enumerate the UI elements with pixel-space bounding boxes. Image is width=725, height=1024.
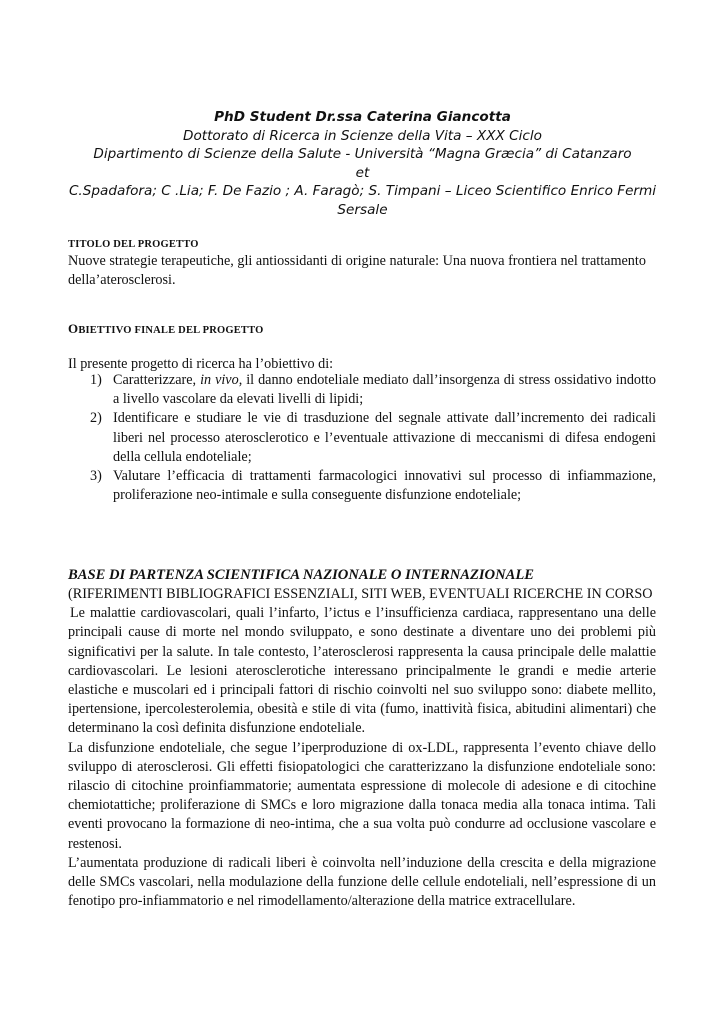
paragraph-1: Le malattie cardiovascolari, quali l’infarto, l’ictus e l’insufficienza cardiaca, rappresentano una delle principali cause di morte nel mondo sviluppato, e sono destinate a diventare uno dei problemi più significativi per la salute. In tale contesto, l’aterosclerosi rappresenta la causa principale delle malattie cardiovascolari. Le lesioni aterosclerotiche interessano principalmente le grandi e medie arterie elastiche e muscolari ed i principali fattori di rischio coinvolti nel suo sviluppo sono: diabete mellito, ipertensione, ipercolesterolemia, obesità e stile di vita (fumo, inattività fisica, abitudini alimentari) che determinano la così definita disfunzione endoteliale. (68, 605, 656, 737)
list-text: Identificare e studiare le vie di trasduzione del segnale attivate dall’incremento dei radicali liberi nel processo aterosclerotico e l’eventuale attivazione di meccanismi di difesa endogeni della cellula endoteliale; (113, 410, 656, 465)
base-section-title: BASE DI PARTENZA SCIENTIFICA NAZIONALE O INTERNAZIONALE (68, 567, 535, 583)
document-header (60, 108, 665, 220)
collaborators-line-2: Sersale (337, 201, 388, 218)
department-line: Dipartimento di Scienze della Salute - Università “Magna Græcia” di Catanzaro (93, 146, 632, 163)
obiettivo-intro: Il presente progetto di ricerca ha l’obiettivo di: (68, 356, 334, 372)
collaborators-line: C.Spadafora; C .Lia; F. De Fazio ; A. Faragò; S. Timpani – Liceo Scientifico Enrico Fermi (68, 183, 657, 200)
paragraph-2: La disfunzione endoteliale, che segue l’iperproduzione di ox-LDL, rappresenta l’evento chiave dello sviluppo di aterosclerosi. Gli effetti fisiopatologici che caratterizzano la disfunzione endoteliale sono: rilascio di citochine proinfiammatorie; aumentata espressione di molecole di adesione e di citochine chemiotattiche; proliferazione di SMCs e loro migrazione dalla tonaca media alla tonaca intima. Tali eventi provocano la formazione di neo-intima, che a sua volta può condurre ad occlusione vascolare e restenosi. (68, 739, 656, 852)
list-text-pre: Caratterizzare, (113, 372, 201, 388)
obiettivo-heading-rest: BIETTIVO FINALE DEL PROGETTO (78, 325, 264, 336)
paragraph-3: L’aumentata produzione di radicali liberi è coinvolta nell’induzione della crescita e della migrazione delle SMCs vascolari, nella modulazione della funzione delle cellule endoteliali, nell’espressione di un fenotipo pro-infiammatorio e nel rimodellamento/alterazione della matrice extracellulare. (68, 854, 656, 910)
author-title: PhD Student Dr.ssa Caterina Giancotta (214, 109, 511, 125)
titolo-heading: TITOLO DEL PROGETTO (68, 239, 199, 250)
list-item (68, 371, 656, 409)
list-text-italic: in vivo (200, 372, 239, 388)
doctorate-line: Dottorato di Ricerca in Scienze della Vita – XXX Ciclo (182, 127, 542, 144)
list-text: Valutare l’efficacia di trattamenti farmacologici innovativi sul processo di infiammazione, proliferazione neo-intimale e sulla conseguente disfunzione endoteliale; (113, 468, 656, 504)
base-body (68, 585, 656, 911)
obiettivo-heading-initial: O (68, 321, 79, 336)
objectives-list (68, 371, 656, 505)
list-number: 2) (90, 410, 102, 427)
titolo-text: Nuove strategie terapeutiche, gli antiossidanti di origine naturale: Una nuova frontiera nel trattamento della’aterosclerosi. (68, 253, 646, 289)
list-number: 1) (90, 372, 102, 388)
base-subtitle: (RIFERIMENTI BIBLIOGRAFICI ESSENZIALI, SITI WEB, EVENTUALI RICERCHE IN CORSO (68, 586, 653, 602)
obiettivo-heading (68, 321, 264, 337)
et-line: et (355, 164, 370, 181)
list-item (68, 409, 656, 467)
list-text-post: , il danno endoteliale mediato dall’insorgenza di stress ossidativo indotto a livello vascolare da elevati livelli di lipidi; (113, 372, 656, 408)
list-item (68, 467, 656, 505)
list-number: 3) (90, 468, 102, 485)
